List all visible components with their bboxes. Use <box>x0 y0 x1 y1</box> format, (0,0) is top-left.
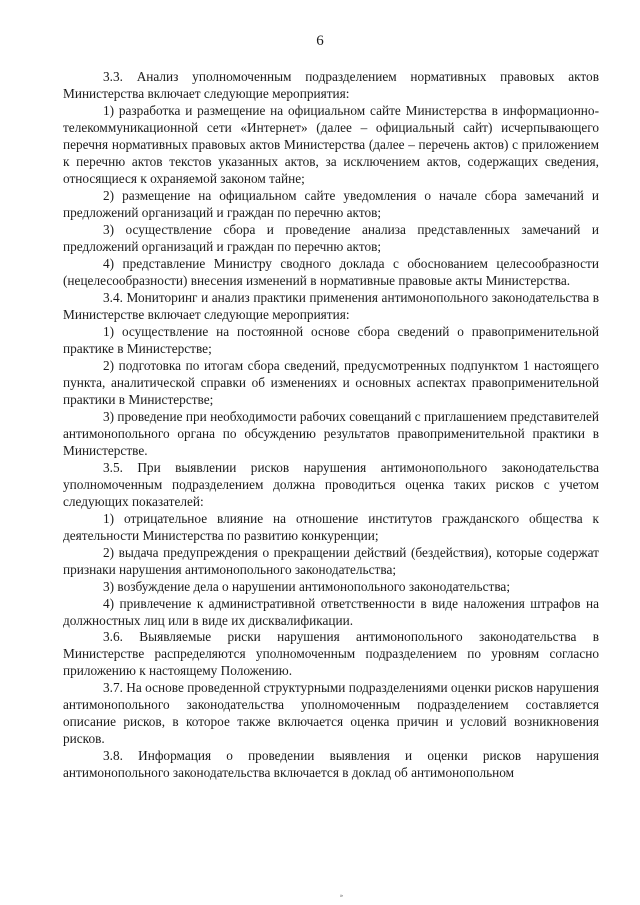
list-item-3-5-3: 3) возбуждение дела о нарушении антимонопольного законодательства; <box>103 578 511 594</box>
paragraph-3-6: 3.6. Выявляемые риски нарушения антимонопольного законодательства в Министерстве распределяются уполномоченным подразделением по уровням согласно приложению к настоящему Положению. <box>63 629 599 679</box>
list-item-3-3-4: 4) представление Министру сводного доклада с обоснованием целесообразности (нецелесообразности) внесения изменений в нормативные правовые акты Министерства. <box>63 255 599 288</box>
document-body <box>63 69 599 782</box>
list-item-3-5-1: 1) отрицательное влияние на отношение институтов гражданского общества к деятельности Министерства по развитию конкуренции; <box>63 510 599 543</box>
paragraph-3-4: 3.4. Мониторинг и анализ практики применения антимонопольного законодательства в Министерстве включает следующие мероприятия: <box>63 289 599 322</box>
list-item-3-4-1: 1) осуществление на постоянной основе сбора сведений о правоприменительной практике в Министерстве; <box>63 323 599 356</box>
paragraph-3-8: 3.8. Информация о проведении выявления и оценки рисков нарушения антимонопольного законодательства включается в доклад об антимонопольном <box>63 748 599 781</box>
list-item-3-3-3: 3) осуществление сбора и проведение анализа представленных замечаний и предложений организаций и граждан по перечню актов; <box>63 221 599 254</box>
paragraph-3-3: 3.3. Анализ уполномоченным подразделением нормативных правовых актов Министерства включает следующие мероприятия: <box>63 69 599 101</box>
paragraph-3-5: 3.5. При выявлении рисков нарушения антимонопольного законодательства уполномоченным подразделением должна проводиться оценка таких рисков с учетом следующих показателей: <box>63 459 599 509</box>
page-number: 6 <box>316 33 324 49</box>
list-item-3-5-2: 2) выдача предупреждения о прекращении действий (бездействия), которые содержат признаки нарушения антимонопольного законодательства; <box>63 544 599 577</box>
list-item-3-5-4: 4) привлечение к административной ответственности в виде наложения штрафов на должностных лиц или в виде их дисквалификации. <box>63 595 599 628</box>
list-item-3-3-2: 2) размещение на официальном сайте уведомления о начале сбора замечаний и предложений организаций и граждан по перечню актов; <box>63 187 599 220</box>
paragraph-3-7: 3.7. На основе проведенной структурными подразделениями оценки рисков нарушения антимонопольного законодательства уполномоченным подразделением составляется описание рисков, в которое также включается оценка причин и условий возникновения рисков. <box>63 680 599 747</box>
footer-mark: » <box>340 893 343 899</box>
list-item-3-4-2: 2) подготовка по итогам сбора сведений, предусмотренных подпунктом 1 настоящего пункта, аналитической справки об изменениях и основных аспектах правоприменительной практики в Министерстве; <box>63 357 599 407</box>
list-item-3-3-1: 1) разработка и размещение на официальном сайте Министерства в информационно-телекоммуникационной сети «Интернет» (далее – официальный сайт) исчерпывающего перечня нормативных правовых актов Министерства (далее – перечень актов) с приложением к перечню актов текстов указанных актов, за исключением актов, содержащих сведения, относящиеся к охраняемой законом тайне; <box>63 102 599 186</box>
list-item-3-4-3: 3) проведение при необходимости рабочих совещаний с приглашением представителей антимонопольного органа по обсуждению результатов правоприменительной практики в Министерстве. <box>63 408 599 458</box>
